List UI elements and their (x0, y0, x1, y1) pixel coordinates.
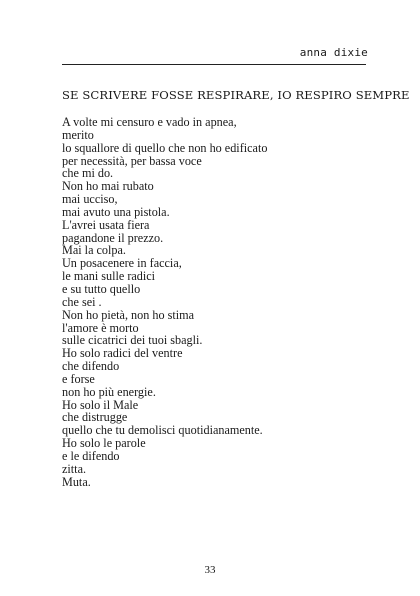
poem-line: che mi do. (62, 166, 114, 181)
poem-line: sulle cicatrici dei tuoi sbagli. (62, 333, 203, 348)
poem-line: che difendo (62, 359, 120, 374)
poem-line: lo squallore di quello che non ho edificato (62, 140, 268, 155)
poem-line: Non ho pietà, non ho stima (62, 307, 195, 322)
poem-line: merito (62, 127, 94, 142)
poem-line: per necessità, per bassa voce (62, 153, 202, 168)
poem-line: L'avrei usata fiera (62, 217, 150, 232)
poem-line: Muta. (62, 474, 91, 489)
poem-line: Ho solo le parole (62, 436, 146, 451)
poem-line: mai avuto una pistola. (62, 204, 170, 219)
poem-line: mai ucciso, (62, 192, 118, 207)
poem-line: zitta. (62, 461, 87, 476)
poem-line: che distrugge (62, 410, 128, 425)
poem-line: che sei . (62, 294, 102, 309)
poem-line: le mani sulle radici (62, 269, 156, 284)
poem-line: A volte mi censuro e vado in apnea, (62, 115, 237, 129)
poem-line: non ho più energie. (62, 384, 156, 399)
poem-line: e le difendo (62, 448, 120, 463)
poem-title: SE SCRIVERE FOSSE RESPIRARE, IO RESPIRO SEMPRE (62, 88, 410, 102)
poem-line: l'amore è morto (62, 320, 139, 335)
poem-body (62, 116, 267, 488)
poem-line: Un posacenere in faccia, (62, 256, 182, 271)
poem-line: e su tutto quello (62, 281, 141, 296)
page-number: 33 (204, 564, 216, 576)
header-rule (62, 64, 366, 65)
poem-line: Non ho mai rubato (62, 179, 154, 194)
poem-line: Ho solo il Male (62, 397, 139, 412)
poem-line: quello che tu demolisci quotidianamente. (62, 423, 263, 438)
poem-line: Ho solo radici del ventre (62, 346, 183, 361)
poem-line: Mai la colpa. (62, 243, 126, 258)
running-head-author: anna dixie (299, 46, 368, 59)
poem-line: e forse (62, 371, 95, 386)
poem-line: pagandone il prezzo. (62, 230, 164, 245)
